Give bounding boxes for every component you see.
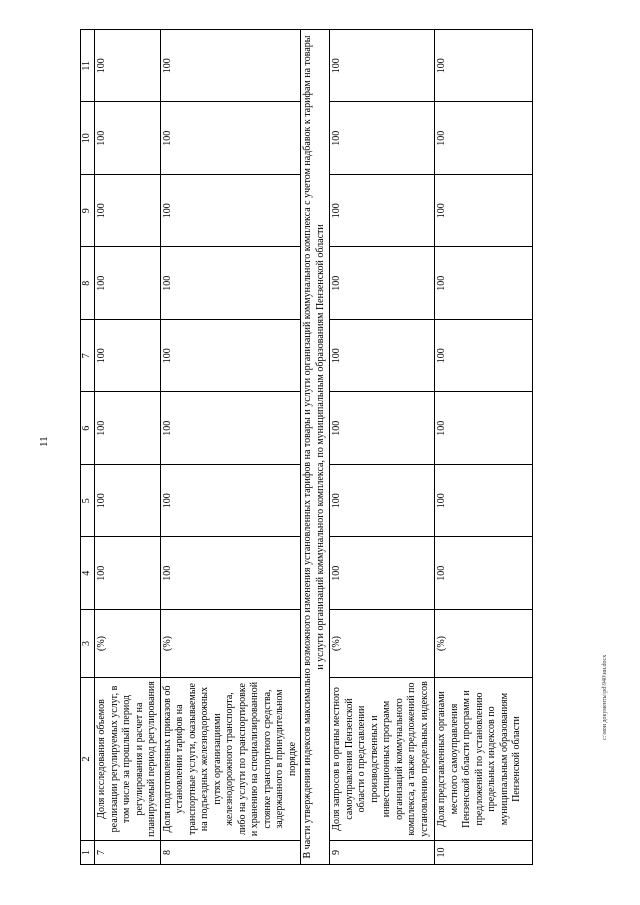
row-value: 100 <box>160 247 301 320</box>
page-number: 11 <box>38 436 50 447</box>
table-header-row <box>81 30 95 865</box>
header-cell: 5 <box>81 465 95 538</box>
header-cell: 11 <box>81 30 95 103</box>
row-value: 100 <box>435 392 533 465</box>
header-cell: 10 <box>81 102 95 175</box>
row-value: 100 <box>95 320 161 393</box>
row-number: 10 <box>435 841 533 865</box>
row-value: 100 <box>330 465 435 538</box>
row-value: 100 <box>330 102 435 175</box>
row-description: Доля исследования объемов реализации регулируемых услуг, в том числе за прошлый период регулирования и расчет на планируемый период регулирования <box>95 678 161 841</box>
row-description: Доля представленных органами местного самоуправления Пензенской области программ и предложений по установлению предельных индексов по муниципальным образованиям Пензенской области <box>435 678 533 841</box>
header-cell: 4 <box>81 537 95 610</box>
row-value: 100 <box>95 247 161 320</box>
header-cell: 9 <box>81 175 95 248</box>
row-value: 100 <box>435 102 533 175</box>
row-value: 100 <box>435 247 533 320</box>
rotated-table-container <box>80 29 530 865</box>
row-value: 100 <box>330 320 435 393</box>
row-value: 100 <box>95 30 161 103</box>
header-cell: 7 <box>81 320 95 393</box>
row-value: 100 <box>160 537 301 610</box>
file-path-footer: c:\мои документы\pd\940\ни.docx <box>602 654 608 740</box>
row-value: 100 <box>160 30 301 103</box>
row-unit: (%) <box>435 610 533 678</box>
section-title: В части утверждения индексов максимально возможного изменения установленных тарифов на товары и услуги организаций коммунального комплекса с учетом надбавок к тарифам на товары и услуги организаций коммунального комплекса, по муниципальным образованиям Пензенской области <box>301 30 330 865</box>
row-value: 100 <box>95 537 161 610</box>
section-row <box>301 30 330 865</box>
header-cell: 2 <box>81 678 95 841</box>
row-unit: (%) <box>330 610 435 678</box>
row-value: 100 <box>330 175 435 248</box>
table-row <box>95 30 161 865</box>
row-value: 100 <box>95 392 161 465</box>
indicator-table <box>80 29 533 865</box>
row-value: 100 <box>95 465 161 538</box>
header-cell: 1 <box>81 841 95 865</box>
row-value: 100 <box>160 320 301 393</box>
row-value: 100 <box>160 102 301 175</box>
header-cell: 3 <box>81 610 95 678</box>
row-value: 100 <box>435 537 533 610</box>
header-cell: 8 <box>81 247 95 320</box>
row-value: 100 <box>330 537 435 610</box>
row-value: 100 <box>160 465 301 538</box>
row-number: 9 <box>330 841 435 865</box>
row-value: 100 <box>435 465 533 538</box>
row-number: 8 <box>160 841 301 865</box>
row-value: 100 <box>330 392 435 465</box>
row-value: 100 <box>435 320 533 393</box>
row-value: 100 <box>160 392 301 465</box>
row-unit: (%) <box>95 610 161 678</box>
row-description: Доля запросов в органы местного самоуправления Пензенской области о представлении производственных и инвестиционных программ организаций коммунального комплекса, а также предложений по установлению предельных индексов <box>330 678 435 841</box>
row-unit: (%) <box>160 610 301 678</box>
row-value: 100 <box>160 175 301 248</box>
row-value: 100 <box>435 30 533 103</box>
row-value: 100 <box>330 30 435 103</box>
row-value: 100 <box>330 247 435 320</box>
row-description: Доля подготовленных приказов об установлении тарифов на транспортные услуги, оказываемые на подъездных железнодорожных путях организациями железнодорожного транспорта, либо на услуги по транспортировке и хранению на специализированной стоянке транспортного средства, задержанного в принудительном порядке <box>160 678 301 841</box>
row-number: 7 <box>95 841 161 865</box>
row-value: 100 <box>435 175 533 248</box>
table-row <box>330 30 435 865</box>
table-row <box>160 30 301 865</box>
header-cell: 6 <box>81 392 95 465</box>
row-value: 100 <box>95 175 161 248</box>
row-value: 100 <box>95 102 161 175</box>
table-row <box>435 30 533 865</box>
